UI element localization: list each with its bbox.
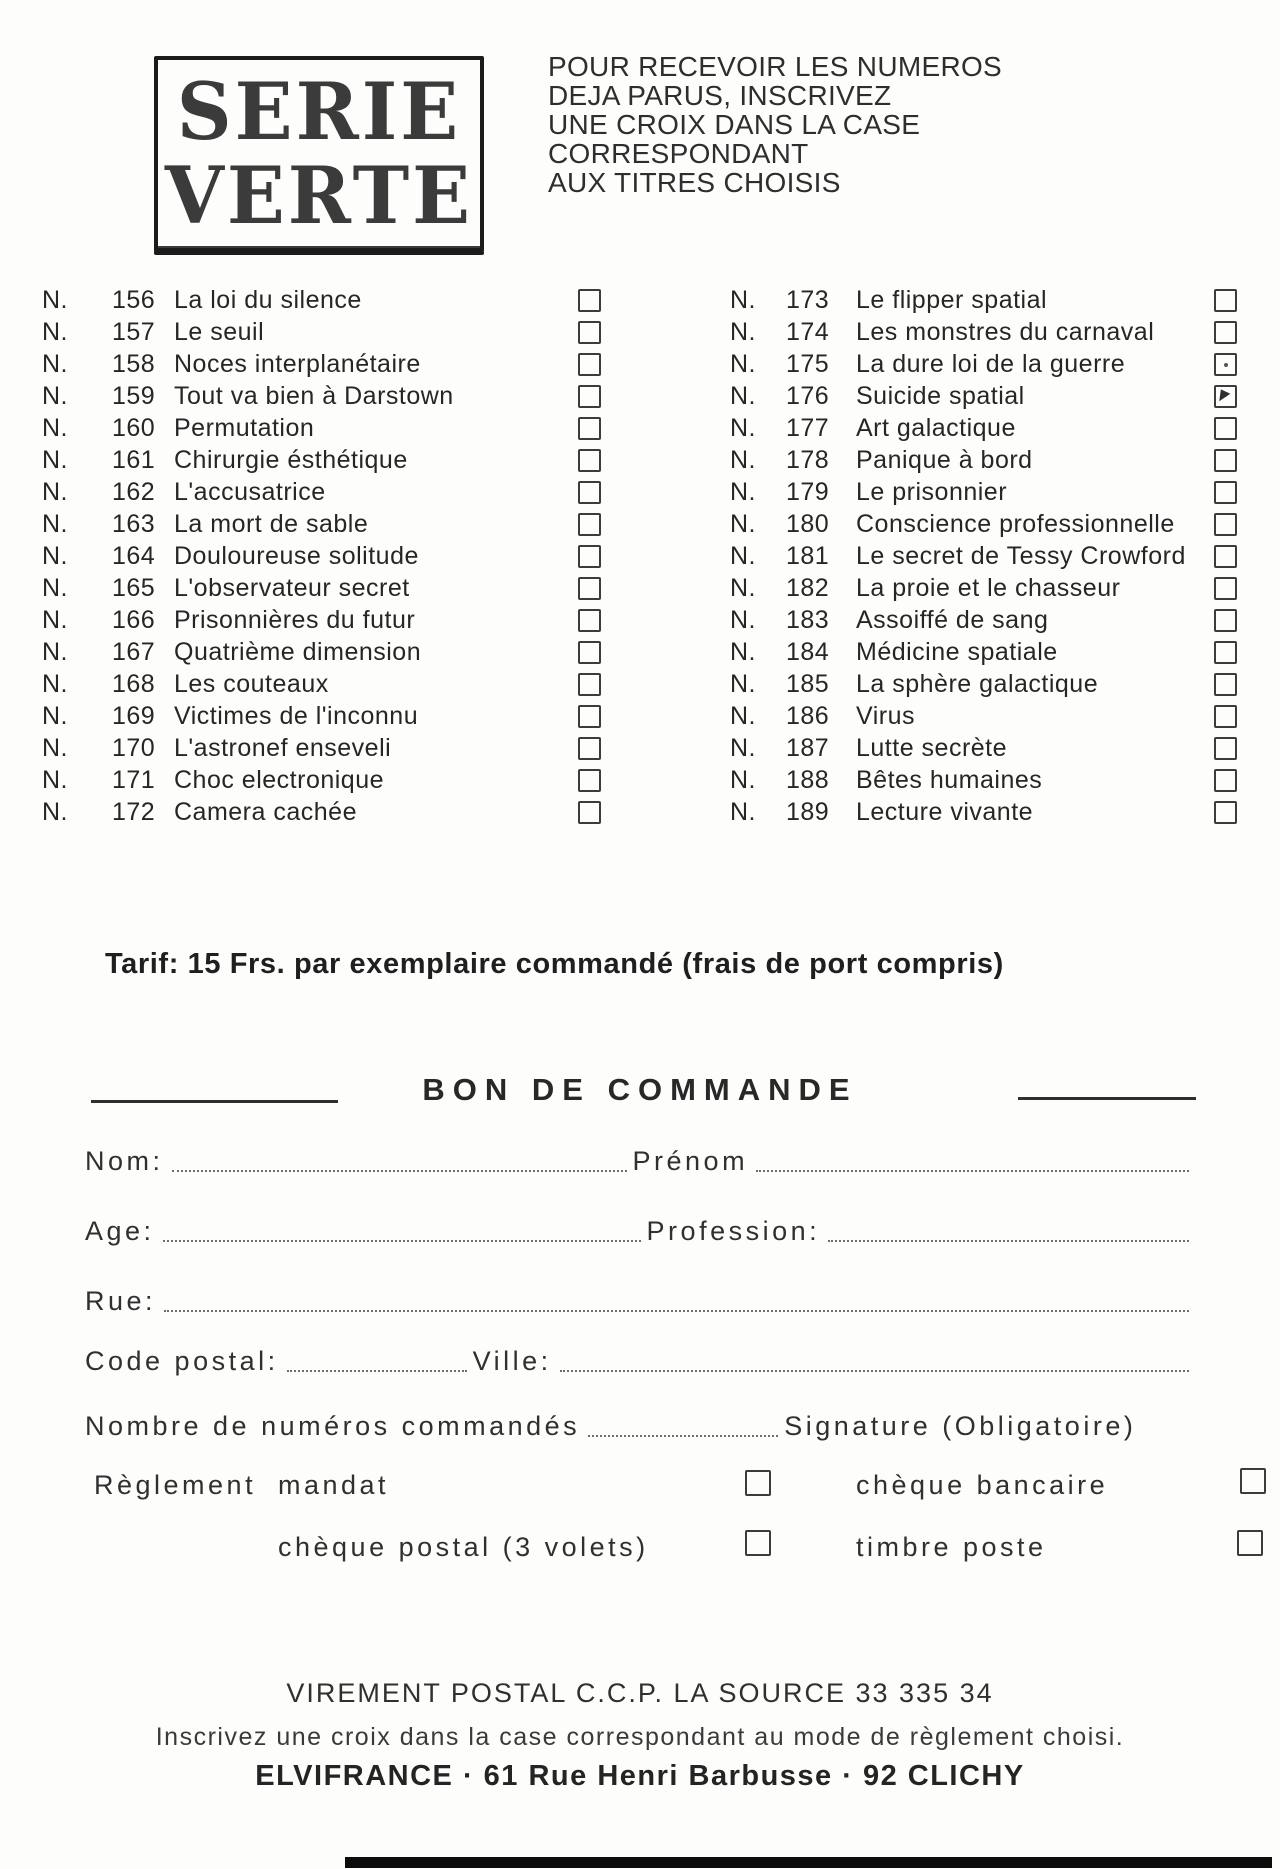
title-checkbox-176[interactable] bbox=[1214, 385, 1237, 408]
title-checkbox-174[interactable] bbox=[1214, 321, 1237, 344]
catalog-number-prefix: N. bbox=[42, 733, 68, 762]
instructions-line: DEJA PARUS, INSCRIVEZ bbox=[548, 80, 892, 111]
option-timbre-poste-label: timbre poste bbox=[856, 1532, 1047, 1562]
title-checkbox-181[interactable] bbox=[1214, 545, 1237, 568]
catalog-number: 187 bbox=[786, 733, 830, 762]
catalog-number: 165 bbox=[112, 573, 156, 602]
form-row-rue bbox=[85, 1286, 1195, 1317]
catalog-row bbox=[42, 412, 602, 444]
catalog-row bbox=[730, 636, 1240, 668]
catalog-title: Noces interplanétaire bbox=[174, 349, 421, 378]
catalog-number: 181 bbox=[786, 541, 830, 570]
form-row-nombre bbox=[85, 1411, 1195, 1442]
catalog-number: 170 bbox=[112, 733, 156, 762]
catalog-number-prefix: N. bbox=[42, 605, 68, 634]
catalog-number: 157 bbox=[112, 317, 156, 346]
catalog-number-prefix: N. bbox=[42, 573, 68, 602]
title-checkbox-186[interactable] bbox=[1214, 705, 1237, 728]
ville-label: Ville: bbox=[472, 1346, 552, 1376]
title-checkbox-173[interactable] bbox=[1214, 289, 1237, 312]
prenom-field[interactable] bbox=[756, 1168, 1189, 1172]
catalog-row bbox=[730, 732, 1240, 764]
catalog-number: 162 bbox=[112, 477, 156, 506]
catalog-title: Le flipper spatial bbox=[856, 285, 1048, 314]
virement-postal-line: VIREMENT POSTAL C.C.P. LA SOURCE 33 335 34 bbox=[286, 1678, 994, 1708]
catalog-row bbox=[42, 540, 602, 572]
serie-verte-logo bbox=[154, 56, 484, 252]
timbre-poste-checkbox[interactable] bbox=[1237, 1530, 1263, 1556]
title-checkbox-177[interactable] bbox=[1214, 417, 1237, 440]
instructions-line: POUR RECEVOIR LES NUMEROS bbox=[548, 51, 1003, 82]
code-postal-field[interactable] bbox=[287, 1368, 467, 1372]
title-checkbox-189[interactable] bbox=[1214, 801, 1237, 824]
bottom-black-bar bbox=[345, 1857, 1272, 1868]
catalog-row bbox=[730, 476, 1240, 508]
catalog-number: 159 bbox=[112, 381, 156, 410]
catalog-title: Assoiffé de sang bbox=[856, 605, 1049, 634]
catalog-title: Chirurgie ésthétique bbox=[174, 445, 408, 474]
catalog-title: L'observateur secret bbox=[174, 573, 410, 602]
catalog-number: 185 bbox=[786, 669, 830, 698]
title-checkbox-171[interactable] bbox=[578, 769, 601, 792]
catalog-title: Le prisonnier bbox=[856, 477, 1008, 506]
title-checkbox-156[interactable] bbox=[578, 289, 601, 312]
catalog-title: Panique à bord bbox=[856, 445, 1033, 474]
catalog-row bbox=[730, 444, 1240, 476]
catalog-number: 183 bbox=[786, 605, 830, 634]
catalog-number-prefix: N. bbox=[730, 701, 756, 730]
catalog-number: 188 bbox=[786, 765, 830, 794]
catalog-number-prefix: N. bbox=[42, 541, 68, 570]
title-checkbox-180[interactable] bbox=[1214, 513, 1237, 536]
catalog-number-prefix: N. bbox=[42, 317, 68, 346]
title-checkbox-182[interactable] bbox=[1214, 577, 1237, 600]
catalog-row bbox=[730, 796, 1240, 828]
title-checkbox-158[interactable] bbox=[578, 353, 601, 376]
title-checkbox-185[interactable] bbox=[1214, 673, 1237, 696]
title-checkbox-178[interactable] bbox=[1214, 449, 1237, 472]
nombre-field[interactable] bbox=[588, 1433, 778, 1437]
catalog-number: 158 bbox=[112, 349, 156, 378]
catalog-title: Conscience professionnelle bbox=[856, 509, 1175, 538]
heading-rule-right bbox=[1018, 1097, 1196, 1100]
catalog-number: 176 bbox=[786, 381, 830, 410]
catalog-title: Camera cachée bbox=[174, 797, 357, 826]
catalog-row bbox=[42, 284, 602, 316]
publisher-address-line: ELVIFRANCE · 61 Rue Henri Barbusse · 92 CLICHY bbox=[255, 1760, 1025, 1792]
catalog-number-prefix: N. bbox=[42, 413, 68, 442]
catalog-number-prefix: N. bbox=[730, 637, 756, 666]
catalog-row bbox=[42, 508, 602, 540]
catalog-title: Les monstres du carnaval bbox=[856, 317, 1155, 346]
catalog-row bbox=[42, 476, 602, 508]
catalog-row bbox=[42, 668, 602, 700]
title-checkbox-168[interactable] bbox=[578, 673, 601, 696]
catalog-row bbox=[730, 316, 1240, 348]
catalog-number: 184 bbox=[786, 637, 830, 666]
catalog-title: Médicine spatiale bbox=[856, 637, 1058, 666]
catalog-title: Le seuil bbox=[174, 317, 265, 346]
catalog-row bbox=[730, 540, 1240, 572]
catalog-row bbox=[730, 764, 1240, 796]
catalog-number-prefix: N. bbox=[730, 381, 756, 410]
catalog-number: 182 bbox=[786, 573, 830, 602]
catalog-title: La dure loi de la guerre bbox=[856, 349, 1126, 378]
catalog-number: 163 bbox=[112, 509, 156, 538]
catalog-row bbox=[42, 572, 602, 604]
catalog-row bbox=[730, 668, 1240, 700]
catalog-title: Bêtes humaines bbox=[856, 765, 1043, 794]
catalog-row bbox=[730, 348, 1240, 380]
catalog-number-prefix: N. bbox=[730, 541, 756, 570]
title-checkbox-183[interactable] bbox=[1214, 609, 1237, 632]
age-label: Age: bbox=[85, 1216, 155, 1246]
catalog-title: Douloureuse solitude bbox=[174, 541, 419, 570]
cheque-postal-checkbox[interactable] bbox=[745, 1530, 771, 1556]
title-checkbox-160[interactable] bbox=[578, 417, 601, 440]
cheque-bancaire-checkbox[interactable] bbox=[1240, 1468, 1266, 1494]
rue-field[interactable] bbox=[164, 1308, 1189, 1312]
catalog-number-prefix: N. bbox=[730, 669, 756, 698]
catalog-row bbox=[42, 348, 602, 380]
catalog-number: 174 bbox=[786, 317, 830, 346]
catalog-number-prefix: N. bbox=[42, 797, 68, 826]
logo-line-2: VERTE bbox=[164, 149, 474, 242]
catalog-title: Victimes de l'inconnu bbox=[174, 701, 419, 730]
instructions-line: CORRESPONDANT bbox=[548, 138, 809, 169]
catalog-title: La loi du silence bbox=[174, 285, 362, 314]
catalog-number: 180 bbox=[786, 509, 830, 538]
catalog-number: 160 bbox=[112, 413, 156, 442]
catalog-number-prefix: N. bbox=[730, 509, 756, 538]
catalog-title: Permutation bbox=[174, 413, 315, 442]
logo-line-1: SERIE bbox=[176, 65, 462, 158]
form-row-nom bbox=[85, 1146, 1195, 1177]
catalog-column-right bbox=[730, 284, 1240, 828]
catalog-title: La proie et le chasseur bbox=[856, 573, 1121, 602]
catalog-row bbox=[42, 316, 602, 348]
title-checkbox-179[interactable] bbox=[1214, 481, 1237, 504]
age-field[interactable] bbox=[163, 1238, 641, 1242]
catalog-number-prefix: N. bbox=[730, 285, 756, 314]
catalog-number-prefix: N. bbox=[42, 381, 68, 410]
catalog-title: L'astronef enseveli bbox=[174, 733, 392, 762]
catalog-title: Suicide spatial bbox=[856, 381, 1025, 410]
code-postal-label: Code postal: bbox=[85, 1346, 279, 1376]
catalog-number: 168 bbox=[112, 669, 156, 698]
title-checkbox-187[interactable] bbox=[1214, 737, 1237, 760]
catalog-number: 156 bbox=[112, 285, 156, 314]
catalog-row bbox=[42, 764, 602, 796]
catalog-number: 161 bbox=[112, 445, 156, 474]
catalog-number: 189 bbox=[786, 797, 830, 826]
catalog-title: Le secret de Tessy Crowford bbox=[856, 541, 1186, 570]
form-row-age bbox=[85, 1216, 1195, 1247]
catalog-number-prefix: N. bbox=[730, 605, 756, 634]
title-checkbox-188[interactable] bbox=[1214, 769, 1237, 792]
nom-label: Nom: bbox=[85, 1146, 164, 1176]
catalog-title: Lecture vivante bbox=[856, 797, 1034, 826]
catalog-number: 167 bbox=[112, 637, 156, 666]
catalog-title: Tout va bien à Darstown bbox=[174, 381, 454, 410]
option-cheque-postal-label: chèque postal (3 volets) bbox=[278, 1532, 649, 1562]
profession-field[interactable] bbox=[828, 1238, 1189, 1242]
catalog-number: 166 bbox=[112, 605, 156, 634]
title-checkbox-170[interactable] bbox=[578, 737, 601, 760]
catalog-number: 175 bbox=[786, 349, 830, 378]
profession-label: Profession: bbox=[646, 1216, 821, 1246]
instructions-text bbox=[548, 52, 1028, 197]
catalog-row bbox=[730, 700, 1240, 732]
catalog-title: L'accusatrice bbox=[174, 477, 326, 506]
catalog-row bbox=[42, 604, 602, 636]
prenom-label: Prénom bbox=[632, 1146, 749, 1176]
catalog-number: 172 bbox=[112, 797, 156, 826]
catalog-row bbox=[42, 636, 602, 668]
mandat-checkbox[interactable] bbox=[745, 1470, 771, 1496]
catalog-number: 169 bbox=[112, 701, 156, 730]
catalog-row bbox=[730, 284, 1240, 316]
title-checkbox-169[interactable] bbox=[578, 705, 601, 728]
catalog-number-prefix: N. bbox=[42, 669, 68, 698]
reglement-label: Règlement bbox=[94, 1470, 257, 1500]
catalog-title: Virus bbox=[856, 701, 916, 730]
catalog-number-prefix: N. bbox=[730, 733, 756, 762]
catalog-number: 171 bbox=[112, 765, 156, 794]
catalog-number: 179 bbox=[786, 477, 830, 506]
rue-label: Rue: bbox=[85, 1286, 157, 1316]
title-checkbox-159[interactable] bbox=[578, 385, 601, 408]
order-form-heading: BON DE COMMANDE bbox=[422, 1072, 858, 1107]
option-cheque-bancaire-label: chèque bancaire bbox=[856, 1470, 1109, 1500]
catalog-number-prefix: N. bbox=[730, 349, 756, 378]
catalog-row bbox=[42, 700, 602, 732]
catalog-number-prefix: N. bbox=[42, 285, 68, 314]
instructions-line: UNE CROIX DANS LA CASE bbox=[548, 109, 921, 140]
catalog-number-prefix: N. bbox=[42, 701, 68, 730]
catalog-number: 178 bbox=[786, 445, 830, 474]
catalog-number-prefix: N. bbox=[42, 445, 68, 474]
catalog-number-prefix: N. bbox=[730, 765, 756, 794]
heading-rule-left bbox=[91, 1100, 338, 1103]
title-checkbox-165[interactable] bbox=[578, 577, 601, 600]
catalog-number: 186 bbox=[786, 701, 830, 730]
nombre-label: Nombre de numéros commandés bbox=[85, 1411, 581, 1441]
catalog-title: Art galactique bbox=[856, 413, 1016, 442]
title-checkbox-166[interactable] bbox=[578, 609, 601, 632]
catalog-title: La mort de sable bbox=[174, 509, 369, 538]
catalog-row bbox=[42, 732, 602, 764]
catalog-number-prefix: N. bbox=[730, 797, 756, 826]
catalog-number-prefix: N. bbox=[730, 445, 756, 474]
catalog-row bbox=[730, 508, 1240, 540]
catalog-number-prefix: N. bbox=[730, 317, 756, 346]
option-mandat-label: mandat bbox=[278, 1470, 390, 1500]
catalog-row bbox=[42, 796, 602, 828]
catalog-number: 173 bbox=[786, 285, 830, 314]
title-checkbox-162[interactable] bbox=[578, 481, 601, 504]
title-checkbox-184[interactable] bbox=[1214, 641, 1237, 664]
catalog-number-prefix: N. bbox=[730, 477, 756, 506]
title-checkbox-161[interactable] bbox=[578, 449, 601, 472]
catalog-title: Lutte secrète bbox=[856, 733, 1008, 762]
catalog-title: La sphère galactique bbox=[856, 669, 1099, 698]
catalog-title: Prisonnières du futur bbox=[174, 605, 416, 634]
catalog-number-prefix: N. bbox=[42, 477, 68, 506]
signature-label: Signature (Obligatoire) bbox=[784, 1411, 1137, 1441]
catalog-title: Quatrième dimension bbox=[174, 637, 422, 666]
title-checkbox-175[interactable] bbox=[1214, 353, 1237, 376]
instructions-line: AUX TITRES CHOISIS bbox=[548, 167, 841, 198]
tarif-line: Tarif: 15 Frs. par exemplaire commandé (frais de port compris) bbox=[105, 948, 1004, 980]
catalog-title: Les couteaux bbox=[174, 669, 329, 698]
title-checkbox-164[interactable] bbox=[578, 545, 601, 568]
catalog-row bbox=[42, 444, 602, 476]
catalog-number-prefix: N. bbox=[730, 573, 756, 602]
catalog-number-prefix: N. bbox=[42, 637, 68, 666]
catalog-row bbox=[730, 380, 1240, 412]
catalog-number-prefix: N. bbox=[42, 765, 68, 794]
catalog-number-prefix: N. bbox=[42, 349, 68, 378]
nom-field[interactable] bbox=[172, 1168, 627, 1172]
catalog-title: Choc electronique bbox=[174, 765, 385, 794]
catalog-number-prefix: N. bbox=[42, 509, 68, 538]
catalog-number: 164 bbox=[112, 541, 156, 570]
title-checkbox-163[interactable] bbox=[578, 513, 601, 536]
catalog-column-left bbox=[42, 284, 602, 828]
catalog-row bbox=[730, 572, 1240, 604]
ville-field[interactable] bbox=[560, 1368, 1189, 1372]
title-checkbox-172[interactable] bbox=[578, 801, 601, 824]
catalog-row bbox=[42, 380, 602, 412]
title-checkbox-157[interactable] bbox=[578, 321, 601, 344]
title-checkbox-167[interactable] bbox=[578, 641, 601, 664]
catalog-number-prefix: N. bbox=[730, 413, 756, 442]
croix-instruction-line: Inscrivez une croix dans la case correspondant au mode de règlement choisi. bbox=[155, 1723, 1125, 1751]
form-row-code-postal bbox=[85, 1346, 1195, 1377]
catalog-row bbox=[730, 604, 1240, 636]
catalog-number: 177 bbox=[786, 413, 830, 442]
catalog-row bbox=[730, 412, 1240, 444]
